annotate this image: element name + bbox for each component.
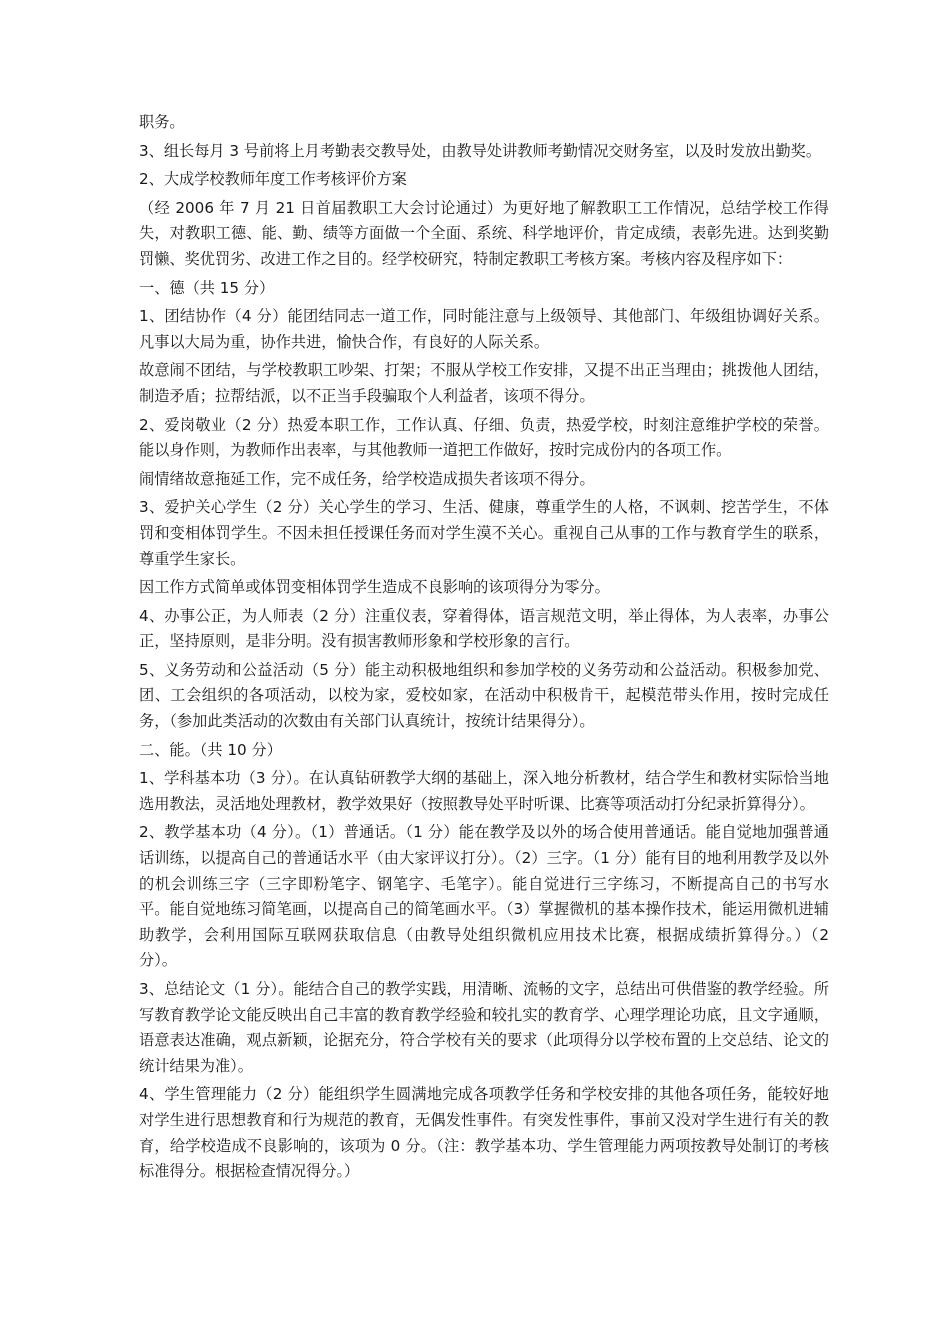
paragraph-management: 4、学生管理能力（2 分）能组织学生圆满地完成各项教学任务和学校安排的其他各项任务，能较好地对学生进行思想教育和行为规范的教育，无偶发性事件。有突发性事件，事前又没对学生进行有关的教育，给学校造成不良影响的，该项为 0 分。（注：教学基本功、学生管理能力两项按教导处制订的考核标准得分。根据检查情况得分。） <box>139 1085 829 1181</box>
paragraph-fairness: 4、办事公正，为人师表（2 分）注重仪表，穿着得体，语言规范文明，举止得体，为人表率，办事公正，坚持原则，是非分明。没有损害教师形象和学校形象的言行。 <box>139 606 829 651</box>
section-title: 2、大成学校教师年度工作考核评价方案 <box>139 170 407 189</box>
paragraph-student-care-penalty: 因工作方式简单或体罚变相体罚学生造成不良影响的该项得分为零分。 <box>139 578 610 597</box>
heading-virtue: 一、德（共 15 分） <box>139 278 275 297</box>
paragraph-attendance: 3、组长每月 3 号前将上月考勤表交教导处，由教导处讲教师考勤情况交财务室，以及时发放出勤奖。 <box>139 141 822 160</box>
paragraph-teaching-skill: 2、教学基本功（4 分）。（1）普通话。（1 分）能在教学及以外的场合使用普通话。能自觉地加强普通话训练，以提高自己的普通话水平（由大家评议打分）。（2）三字。（1 分）能有目的地利用教学及以外的机会训练三字（三字即粉笔字、钢笔字、毛笔字）。能自觉进行三字练习，不断提高自己的书写水平。能自觉地练习简笔画，以提高自己的简笔画水平。（3）掌握微机的基本操作技术，能运用微机进辅助教学，会利用国际互联网获取信息（由教导处组织微机应用技术比赛，根据成绩折算得分。）（2 分）。 <box>139 823 829 970</box>
paragraph-student-care: 3、爱护关心学生（2 分）关心学生的学习、生活、健康，尊重学生的人格，不讽刺、挖苦学生，不体罚和变相体罚学生。不因未担任授课任务而对学生漠不关心。重视自己从事的工作与教育学生的联系，尊重学生家长。 <box>139 498 829 568</box>
paragraph-dedication-penalty: 闹情绪故意拖延工作，完不成任务，给学校造成损失者该项不得分。 <box>139 469 595 488</box>
paragraph-papers: 3、总结论文（1 分）。能结合自己的教学实践，用清晰、流畅的文字，总结出可供借鉴的教学经验。所写教育教学论文能反映出自己丰富的教育教学经验和较扎实的教育学、心理学理论功底，且文字通顺，语意表达准确，观点新颖，论据充分，符合学校有关的要求（此项得分以学校布置的上交总结、论文的统计结果为准）。 <box>139 980 829 1075</box>
paragraph-subject-skill: 1、学科基本功（3 分）。在认真钻研教学大纲的基础上，深入地分析教材，结合学生和教材实际恰当地选用教法，灵活地处理教材，教学效果好（按照教导处平时听课、比赛等项活动打分纪录折算得分）。 <box>139 769 829 813</box>
paragraph-teamwork-penalty: 故意闹不团结，与学校教职工吵架、打架；不服从学校工作安排，又提不出正当理由；挑拨他人团结，制造矛盾；拉帮结派，以不正当手段骗取个人利益者，该项不得分。 <box>139 361 829 405</box>
paragraph-teamwork: 1、团结协作（4 分）能团结同志一道工作，同时能注意与上级领导、其他部门、年级组协调好关系。凡事以大局为重，协作共进，愉快合作，有良好的人际关系。 <box>139 307 829 351</box>
heading-ability: 二、能。（共 10 分） <box>139 740 282 759</box>
paragraph-continuation: 职务。 <box>139 113 185 131</box>
document-page <box>139 110 829 1188</box>
paragraph-volunteer: 5、义务劳动和公益活动（5 分）能主动积极地组织和参加学校的义务劳动和公益活动。积极参加党、团、工会组织的各项活动，以校为家，爱校如家，在活动中积极肯干，起模范带头作用，按时完成任务，（参加此类活动的次数由有关部门认真统计，按统计结果得分）。 <box>139 660 829 731</box>
paragraph-intro: （经 2006 年 7 月 21 日首届教职工大会讨论通过）为更好地了解教职工工作情况，总结学校工作得失，对教职工德、能、勤、绩等方面做一个全面、系统、科学地评价，肯定成绩，表彰先进。达到奖勤罚懒、奖优罚劣、改进工作之目的。经学校研究，特制定教职工考核方案。考核内容及程序如下： <box>139 198 829 268</box>
paragraph-dedication: 2、爱岗敬业（2 分）热爱本职工作，工作认真、仔细、负责，热爱学校，时刻注意维护学校的荣誉。能以身作则，为教师作出表率，与其他教师一道把工作做好，按时完成份内的各项工作。 <box>139 415 829 460</box>
